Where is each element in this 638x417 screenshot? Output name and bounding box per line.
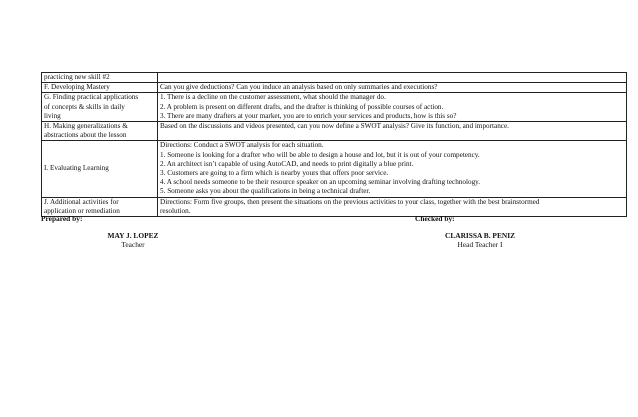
table-row: [42, 197, 627, 216]
table-row: [42, 141, 627, 197]
prepared-by-label: Prepared by:: [41, 214, 83, 223]
table-row: [42, 73, 627, 83]
row-label: practicing new skill #2: [42, 73, 158, 83]
row-label: J. Additional activities for application or remediation: [42, 197, 158, 216]
table-row: [42, 122, 627, 141]
row-content: [158, 73, 627, 83]
checked-by-label: Checked by:: [415, 214, 455, 223]
row-content: Based on the discussions and videos presented, can you now define a SWOT analysis? Give its function, and importance.: [158, 122, 627, 141]
table-row: [42, 83, 627, 93]
row-label: I. Evaluating Learning: [42, 141, 158, 197]
row-label: G. Finding practical applications of concepts & skills in daily living: [42, 93, 158, 122]
row-content: Directions: Conduct a SWOT analysis for each situation. 1. Someone is looking for a drafter who will be able to design a house and lot, but it is out of your competency. 2. An architect isn’t capable of using AutoCAD, and needs to print digitally a blue print. 3. Customers are going to a firm which is nearby yours that offers poor service. 4. A school needs someone to be their resource speaker on an upcoming seminar involving drafting technology. 5. Someone asks you about the qualifications in being a technical drafter.: [158, 141, 627, 197]
prepared-name: MAY J. LOPEZ: [107, 231, 159, 240]
row-label: F. Developing Mastery: [42, 83, 158, 93]
checked-name: CLARISSA B. PENIZ: [444, 231, 516, 240]
row-content: Can you give deductions? Can you induce an analysis based on only summaries and executions?: [158, 83, 627, 93]
lesson-plan-table: [41, 72, 627, 217]
row-content: 1. There is a decline on the customer assessment, what should the manager do. 2. A problem is present on different drafts, and the drafter is thinking of possible courses of action. 3. There are many drafters at your market, you are to enrich your services and products, how is this so?: [158, 93, 627, 122]
table-row: [42, 93, 627, 122]
checked-title: Head Teacher I: [457, 240, 503, 249]
prepared-title: Teacher: [121, 240, 145, 249]
row-label: H. Making generalizations & abstractions about the lesson: [42, 122, 158, 141]
row-content: Directions: Form five groups, then present the situations on the previous activities to your class, together with the best brainstormed resolution.: [158, 197, 627, 216]
